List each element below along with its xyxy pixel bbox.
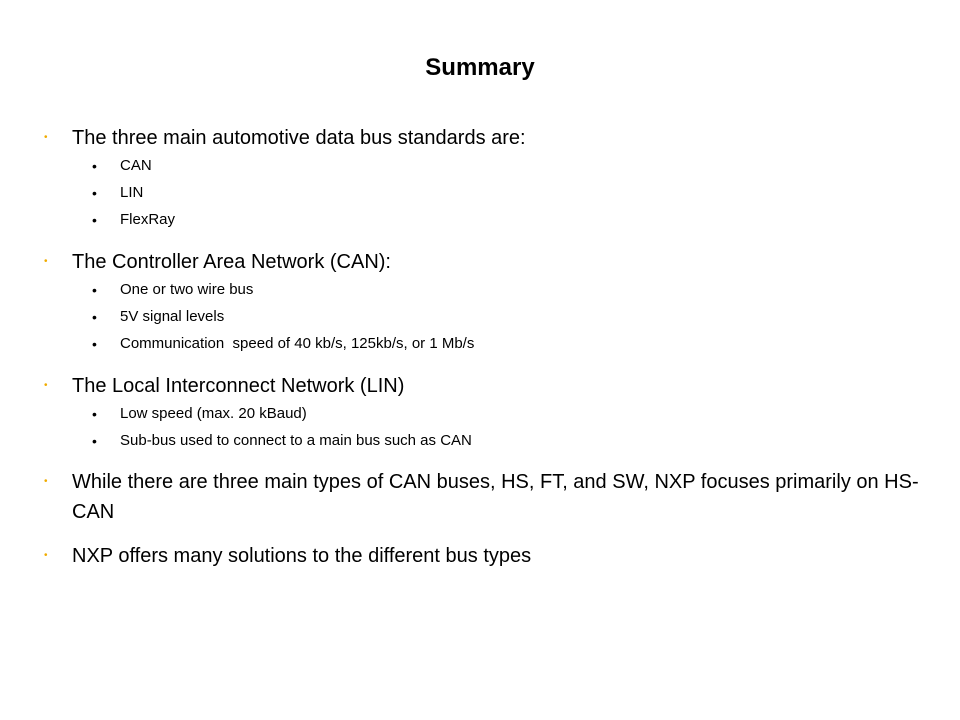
sub-bullet-text: 5V signal levels [120, 308, 225, 325]
sub-bullet-text: Communication speed of 40 kb/s, 125kb/s, or 1 Mb/s [120, 335, 475, 352]
sub-bullet-marker: • [92, 185, 97, 201]
bullet-text: The Controller Area Network (CAN): [72, 251, 391, 273]
bullet-text: The Local Interconnect Network (LIN) [72, 375, 405, 397]
bullet-marker: • [44, 132, 48, 143]
sub-bullet-marker: • [92, 212, 97, 228]
sub-bullet-marker: • [92, 336, 97, 352]
sub-bullet-item [92, 156, 920, 176]
sub-bullet-text: Sub-bus used to connect to a main bus such as CAN [120, 432, 472, 449]
sub-bullet-item [92, 280, 920, 300]
bullet-text: While there are three main types of CAN buses, HS, FT, and SW, NXP focuses primarily on HS-CAN [72, 471, 919, 523]
bullet-text: The three main automotive data bus standards are: [72, 127, 526, 149]
sub-bullet-item [92, 334, 920, 354]
bullet-item [44, 123, 920, 153]
bullet-text: NXP offers many solutions to the different bus types [72, 545, 532, 567]
sub-bullet-marker: • [92, 158, 97, 174]
bullet-item [44, 247, 920, 277]
sub-bullet-text: One or two wire bus [120, 281, 254, 298]
sub-bullet-marker: • [92, 282, 97, 298]
sub-bullet-marker: • [92, 406, 97, 422]
sub-bullet-item [92, 404, 920, 424]
sub-bullet-marker: • [92, 309, 97, 325]
bullet-marker: • [44, 476, 48, 487]
sub-bullet-text: LIN [120, 184, 144, 201]
sub-bullet-marker: • [92, 433, 97, 449]
sub-bullet-item [92, 210, 920, 230]
sub-bullet-item [92, 307, 920, 327]
bullet-marker: • [44, 380, 48, 391]
bullet-marker: • [44, 550, 48, 561]
bullet-item [44, 371, 920, 401]
bullet-marker: • [44, 256, 48, 267]
sub-bullet-item [92, 183, 920, 203]
bullet-item [44, 467, 922, 527]
sub-bullet-item [92, 431, 920, 451]
sub-bullet-text: CAN [120, 157, 152, 174]
sub-bullet-text: FlexRay [120, 211, 176, 228]
slide-title: Summary [425, 54, 535, 81]
bullet-item [44, 541, 920, 571]
sub-bullet-text: Low speed (max. 20 kBaud) [120, 405, 307, 422]
